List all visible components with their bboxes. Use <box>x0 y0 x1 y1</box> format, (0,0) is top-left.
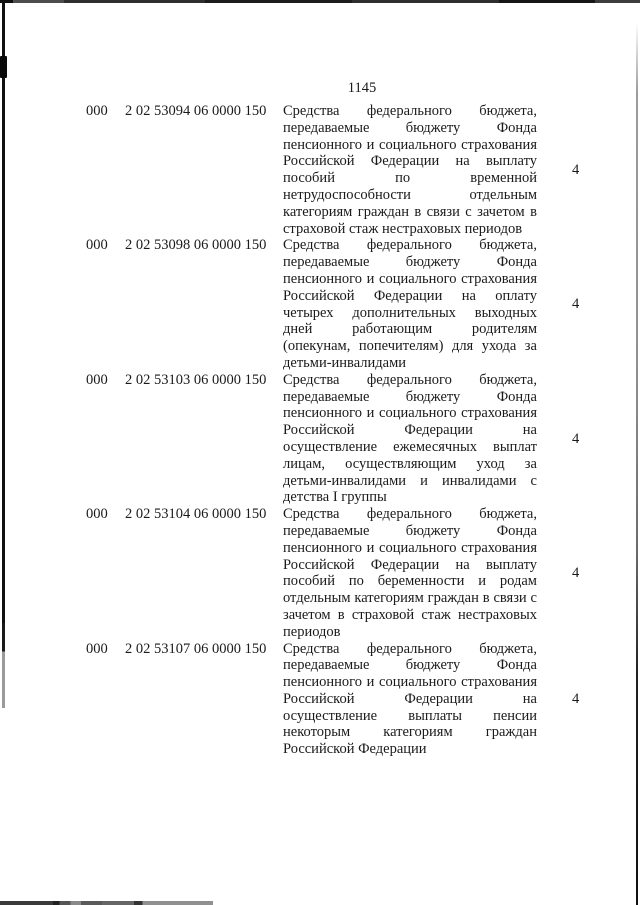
table-row <box>86 372 606 506</box>
description-cell <box>283 641 537 759</box>
description-cell <box>283 237 537 371</box>
scan-border-right <box>636 22 638 905</box>
description-line: пенсионного и социального страхования <box>283 674 537 691</box>
budget-code-cell: 2 02 53098 06 0000 150 <box>125 237 267 254</box>
description-line: (опекунам, попечителям) для ухода за <box>283 338 537 355</box>
admin-code-cell: 000 <box>86 237 108 254</box>
table-row <box>86 641 606 759</box>
note-value-cell: 4 <box>572 296 580 313</box>
description-line: некоторым категориям граждан <box>283 724 537 741</box>
description-line: пенсионного и социального страхования <box>283 270 537 287</box>
description-line: дней работающим родителям <box>283 321 537 338</box>
description-cell <box>283 103 537 237</box>
description-line: Средства федерального бюджета, <box>283 506 537 523</box>
description-line: Российской Федерации на выплату <box>283 153 537 170</box>
description-line: зачетом в страховой стаж нестраховых <box>283 606 537 623</box>
scan-border-left <box>2 0 5 708</box>
admin-code-cell: 000 <box>86 640 108 657</box>
description-cell <box>283 372 537 506</box>
description-line: пособий по беременности и родам <box>283 573 537 590</box>
description-line: категориям граждан в связи с зачетом в <box>283 203 537 220</box>
note-value-cell: 4 <box>572 564 580 581</box>
description-line: пенсионного и социального страхования <box>283 539 537 556</box>
scan-border-top <box>0 0 640 3</box>
admin-code-cell: 000 <box>86 506 108 523</box>
table-row <box>86 103 606 237</box>
description-line: детства I группы <box>283 489 387 506</box>
description-line: Российской Федерации на оплату <box>283 287 537 304</box>
page-number: 1145 <box>347 80 377 96</box>
budget-code-cell: 2 02 53104 06 0000 150 <box>125 506 267 523</box>
description-line: передаваемые бюджету Фонда <box>283 119 537 136</box>
description-line: осуществление ежемесячных выплат <box>283 438 537 455</box>
description-line: Средства федерального бюджета, <box>283 640 537 657</box>
description-line: страховой стаж нестраховых периодов <box>283 220 523 237</box>
note-value-cell: 4 <box>572 161 580 178</box>
description-line: пенсионного и социального страхования <box>283 136 537 153</box>
description-cell <box>283 506 537 640</box>
table-row <box>86 237 606 371</box>
admin-code-cell: 000 <box>86 103 108 119</box>
description-line: отдельным категориям граждан в связи с <box>283 590 537 607</box>
budget-code-cell: 2 02 53107 06 0000 150 <box>125 640 267 657</box>
description-line: детьми-инвалидами <box>283 354 407 371</box>
budget-code-cell: 2 02 53094 06 0000 150 <box>125 103 267 119</box>
description-line: передаваемые бюджету Фонда <box>283 522 537 539</box>
description-line: пособий по временной <box>283 170 537 187</box>
description-line: передаваемые бюджету Фонда <box>283 254 537 271</box>
description-line: нетрудоспособности отдельным <box>283 186 537 203</box>
budget-table <box>86 103 606 758</box>
description-line: передаваемые бюджету Фонда <box>283 388 537 405</box>
description-line: Российской Федерации на <box>283 422 537 439</box>
description-line: пенсионного и социального страхования <box>283 405 537 422</box>
description-line: детьми-инвалидами и инвалидами с <box>283 472 537 489</box>
admin-code-cell: 000 <box>86 371 108 388</box>
description-line: осуществление выплаты пенсии <box>283 707 537 724</box>
note-value-cell: 4 <box>572 430 580 447</box>
note-value-cell: 4 <box>572 690 580 707</box>
description-line: Средства федерального бюджета, <box>283 371 537 388</box>
description-line: передаваемые бюджету Фонда <box>283 657 537 674</box>
description-line: четырех дополнительных выходных <box>283 304 537 321</box>
scan-artifact-blob <box>0 56 7 78</box>
description-line: периодов <box>283 623 341 640</box>
description-line: Российской Федерации <box>283 741 427 758</box>
description-line: Средства федерального бюджета, <box>283 237 537 254</box>
description-line: Российской Федерации на <box>283 690 537 707</box>
table-row <box>86 506 606 640</box>
scan-border-bottom <box>0 901 213 905</box>
description-line: лицам, осуществляющим уход за <box>283 455 537 472</box>
budget-code-cell: 2 02 53103 06 0000 150 <box>125 371 267 388</box>
description-line: Российской Федерации на выплату <box>283 556 537 573</box>
description-line: Средства федерального бюджета, <box>283 103 537 119</box>
